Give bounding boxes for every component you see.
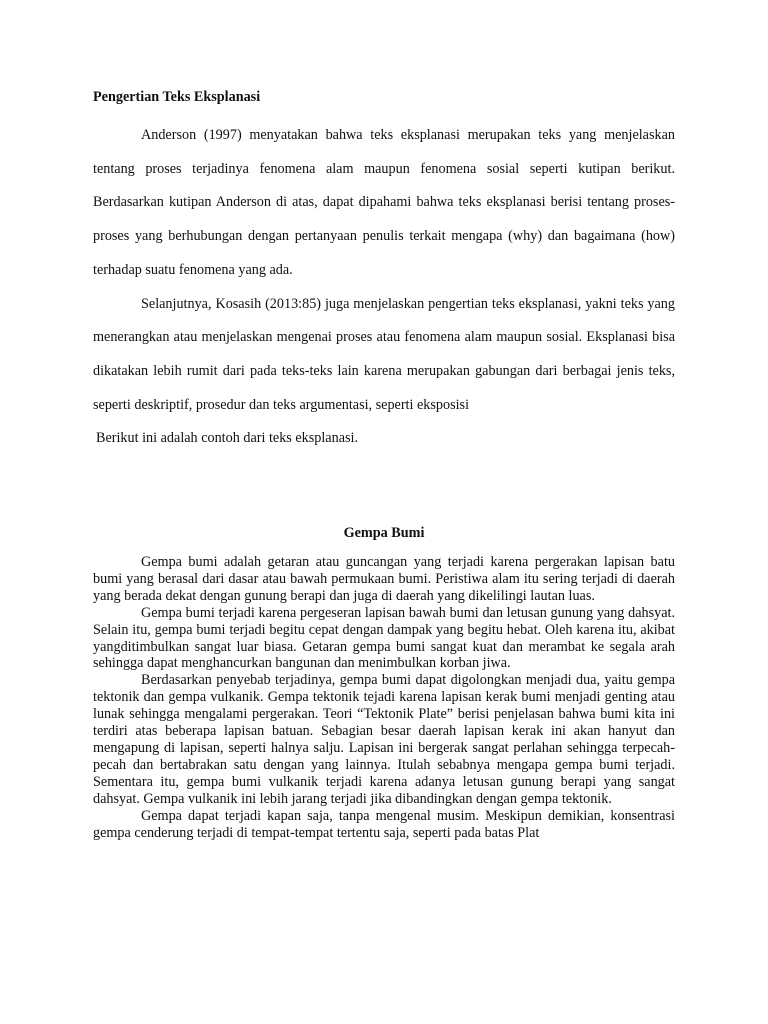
article-title: Gempa Bumi [343,525,425,541]
example-article [93,522,675,841]
article-paragraph: Gempa dapat terjadi kapan saja, tanpa mengenal musim. Meskipun demikian, konsentrasi gempa cenderung terjadi di tempat-tempat tertentu saja, seperti pada batas Plat [93,807,675,841]
section-heading: Pengertian Teks Eksplanasi [93,89,261,105]
article-paragraph: Gempa bumi terjadi karena pergeseran lapisan bawah bumi dan letusan gunung yang dahsyat. Selain itu, gempa bumi terjadi begitu cepat dengan dampak yang begitu hebat. Oleh karena itu, akibat yangditimbulkan sangat luar biasa. Getaran gempa bumi sangat kuat dan merambat ke segala arah sehingga dapat menghancurkan bangunan dan menimbulkan korban jiwa. [93,604,675,672]
example-intro-text: Berikut ini adalah contoh dari teks eksplanasi. [96,430,359,447]
article-paragraph: Berdasarkan penyebab terjadinya, gempa bumi dapat digolongkan menjadi dua, yaitu gempa tektonik dan gempa vulkanik. Gempa tektonik tejadi karena lapisan kerak bumi menjadi genting atau lunak sehingga mengalami pergerakan. Teori “Tektonik Plate” berisi penjelasan bahwa bumi kita ini terdiri atas beberapa lapisan batuan. Sebagian besar daerah lapisan kerak ini akan hanyut dan mengapung di lapisan, seperti halnya salju. Lapisan ini bergerak sangat perlahan sehingga terpecah-pecah dan bertabrakan satu dengan yang lainnya. Itulah sebabnya mengapa gempa bumi terjadi. Sementara itu, gempa bumi vulkanik terjadi karena adanya letusan gunung berapi yang sangat dahsyat. Gempa vulkanik ini lebih jarang terjadi jika dibandingkan dengan gempa tektonik. [93,672,675,807]
intro-paragraph: Selanjutnya, Kosasih (2013:85) juga menjelaskan pengertian teks eksplanasi, yakni teks yang menerangkan atau menjelaskan mengenai proses atau fenomena alam maupun sosial. Eksplanasi bisa dikatakan lebih rumit dari pada teks-teks lain karena merupakan gabungan dari berbagai jenis teks, seperti deskriptif, prosedur dan teks argumentasi, seperti eksposisi [93,295,675,413]
intro-paragraph: Anderson (1997) menyatakan bahwa teks eksplanasi merupakan teks yang menjelaskan tentang proses terjadinya fenomena alam maupun fenomena sosial seperti kutipan berikut. Berdasarkan kutipan Anderson di atas, dapat dipahami bahwa teks eksplanasi berisi tentang proses-proses yang berhubungan dengan pertanyaan penulis terkait mengapa (why) dan bagaimana (how) terhadap suatu fenomena yang ada. [93,127,675,278]
intro-section [93,86,675,456]
article-paragraph: Gempa bumi adalah getaran atau guncangan yang terjadi karena pergerakan lapisan batu bumi yang berasal dari dasar atau bawah permukaan bumi. Peristiwa alam itu sering terjadi di daerah yang berada dekat dengan gunung berapi dan juga di daerah yang dikelilingi lautan luas. [93,554,675,604]
